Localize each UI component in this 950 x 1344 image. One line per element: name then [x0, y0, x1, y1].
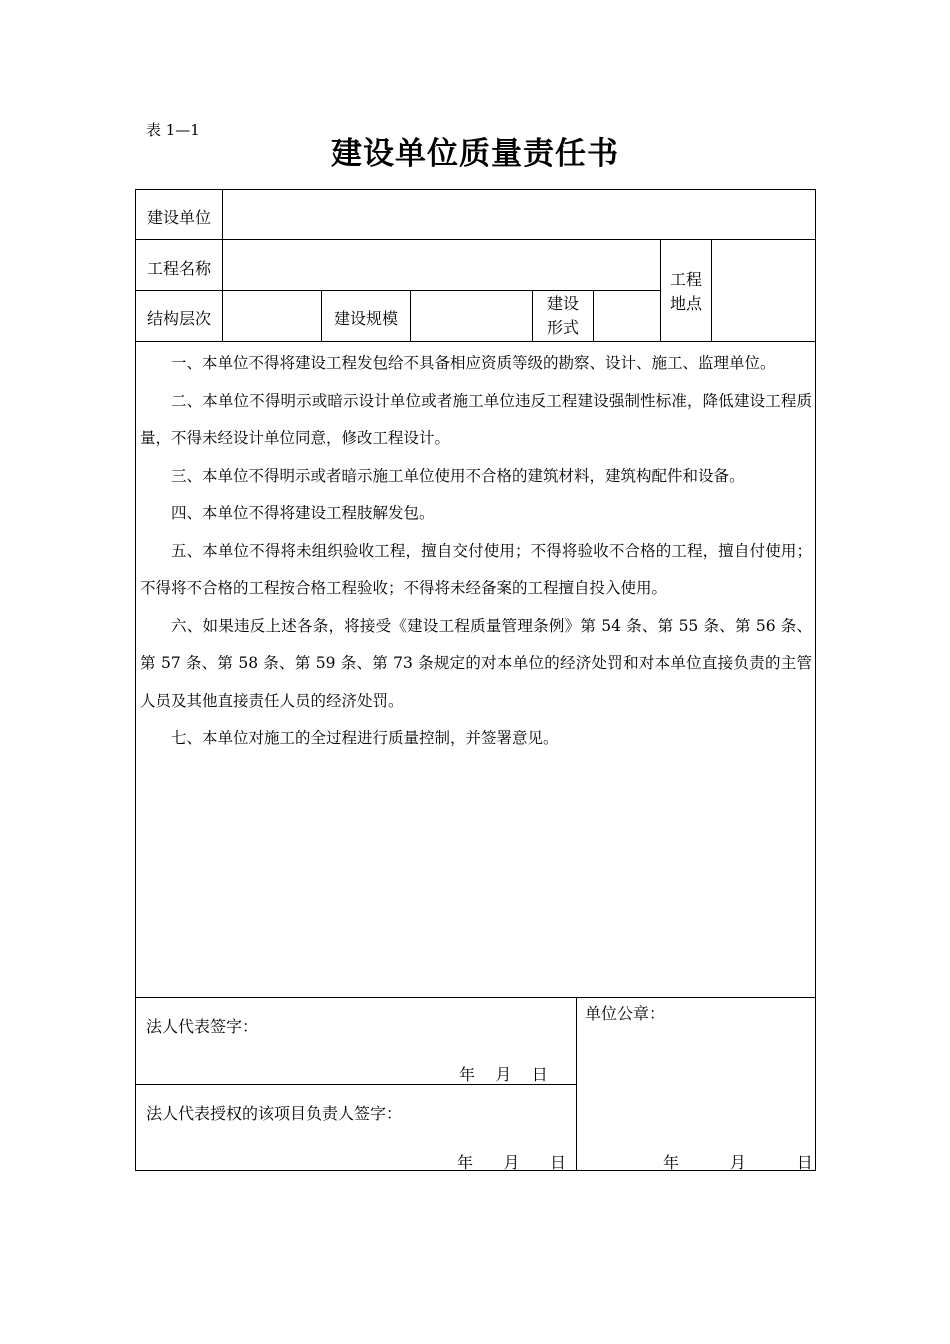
owner-unit-field[interactable] [224, 191, 814, 238]
clause-6: 六、如果违反上述各条，将接受《建设工程质量管理条例》第 54 条、第 55 条、第 56 条、第 57 条、第 58 条、第 59 条、第 73 条规定的对本单位的经济处罚和对本单位直接负责的主管人员及其他直接责任人员的经济处罚。 [140, 616, 812, 710]
legal-rep-date: 年 月 日 [459, 1065, 548, 1084]
form-number: 表 1—1 [146, 121, 200, 139]
construction-form-label [533, 292, 593, 340]
construction-scale-field[interactable] [412, 292, 531, 340]
grid-line [711, 239, 712, 341]
legal-rep-signature-label: 法人代表签字： [146, 1017, 259, 1036]
clause-2: 二、本单位不得明示或暗示设计单位或者施工单位违反工程建设强制性标准，降低建设工程质量，不得未经设计单位同意，修改工程设计。 [140, 391, 812, 447]
construction-form-label-line2: 形式 [546, 318, 579, 337]
responsibility-clauses [140, 345, 812, 758]
grid-line [135, 341, 816, 342]
project-site-label-line1: 工程 [669, 270, 702, 289]
project-site-label [661, 268, 711, 316]
owner-unit-label: 建设单位 [147, 208, 212, 227]
authorized-person-signature-label: 法人代表授权的该项目负责人签字： [146, 1104, 403, 1123]
project-name-label: 工程名称 [147, 259, 212, 278]
construction-form-label-line1: 建设 [546, 294, 579, 313]
unit-seal-label: 单位公章： [585, 1004, 666, 1023]
grid-line [135, 239, 816, 240]
clause-5: 五、本单位不得将未组织验收工程，擅自交付使用；不得将验收不合格的工程，擅自付使用；不得将不合格的工程按合格工程验收；不得将未经备案的工程擅自投入使用。 [140, 541, 812, 597]
clause-3: 三、本单位不得明示或者暗示施工单位使用不合格的建筑材料，建筑构配件和设备。 [171, 466, 745, 485]
grid-line [410, 290, 411, 341]
project-site-field[interactable] [713, 241, 814, 340]
grid-line [222, 189, 223, 341]
document-title: 建设单位质量责任书 [331, 136, 619, 172]
structure-floors-label: 结构层次 [147, 309, 212, 328]
grid-line [135, 997, 816, 998]
grid-line [576, 997, 577, 1171]
construction-scale-label: 建设规模 [334, 309, 399, 328]
unit-seal-date: 年 月 日 [663, 1153, 813, 1172]
grid-line [321, 290, 322, 341]
clause-1: 一、本单位不得将建设工程发包给不具备相应资质等级的勘察、设计、施工、监理单位。 [171, 354, 776, 372]
structure-floors-field[interactable] [224, 292, 320, 340]
unit-seal-area[interactable] [578, 999, 814, 1170]
grid-line [135, 290, 661, 291]
grid-line [593, 290, 594, 341]
authorized-person-date: 年 月 日 [457, 1153, 567, 1172]
project-name-field[interactable] [224, 241, 659, 289]
construction-form-field[interactable] [595, 292, 659, 340]
project-site-label-line2: 地点 [669, 294, 702, 313]
clause-7: 七、本单位对施工的全过程进行质量控制，并签署意见。 [171, 729, 559, 747]
clause-4: 四、本单位不得将建设工程肢解发包。 [171, 504, 435, 522]
